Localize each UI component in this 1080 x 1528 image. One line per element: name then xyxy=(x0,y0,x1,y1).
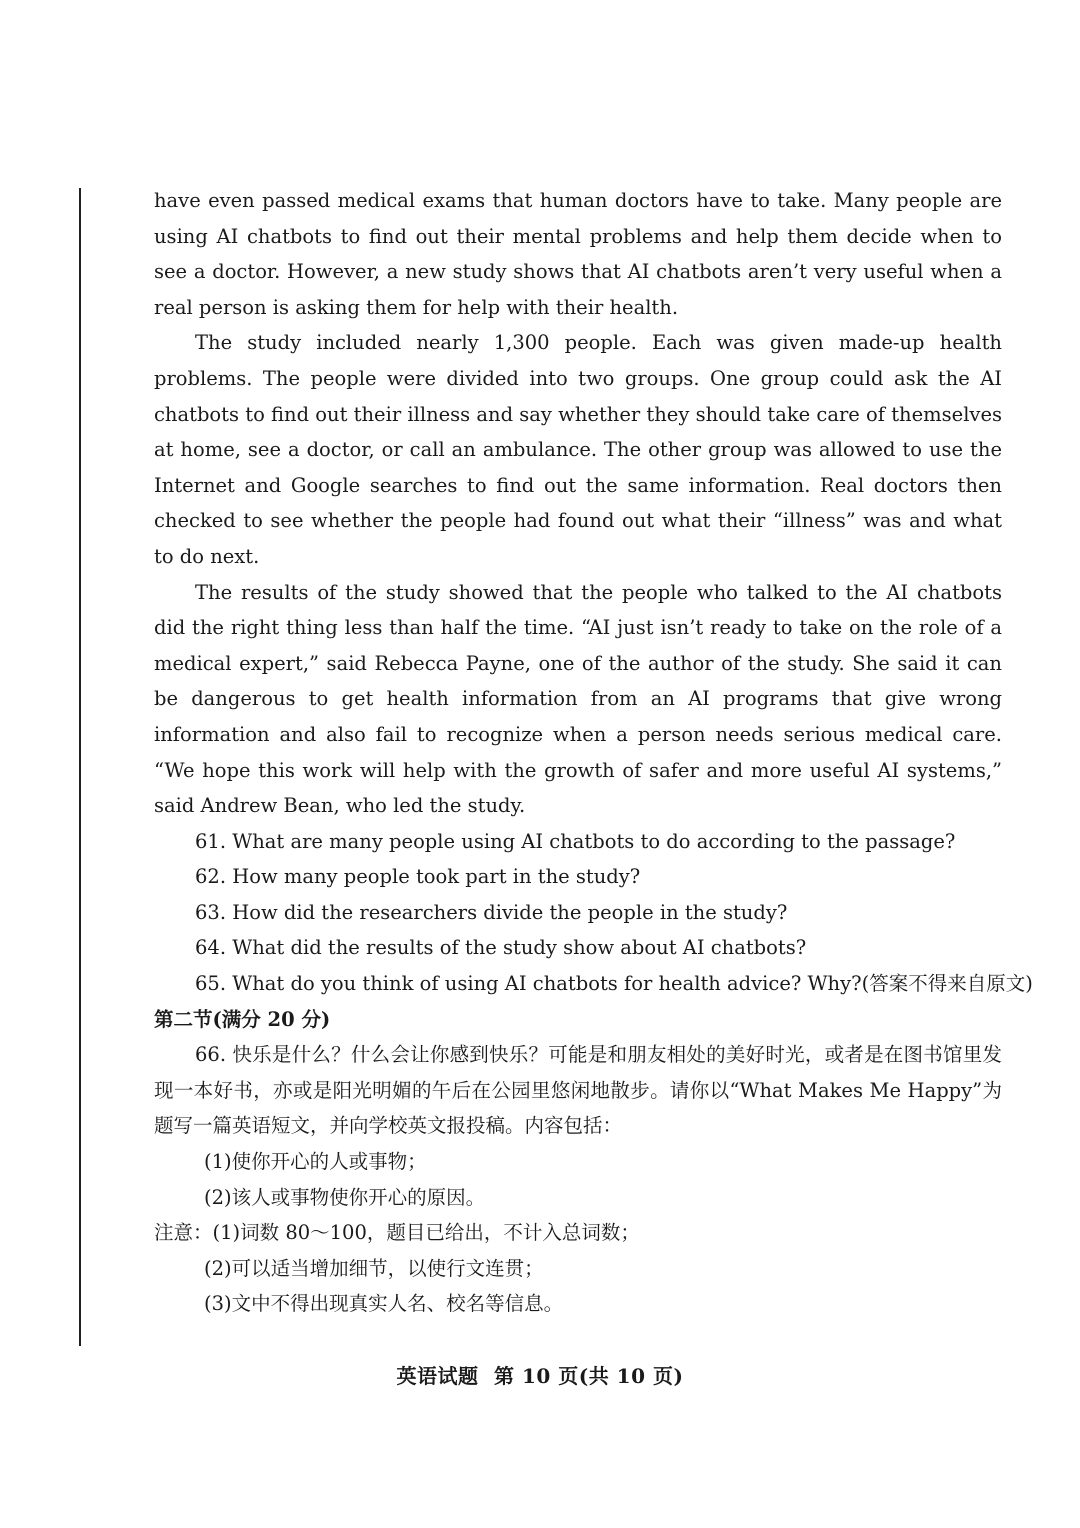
question-61: 61. What are many people using AI chatbots to do according to the passage? xyxy=(195,829,956,853)
writing-prompt: 66. 快乐是什么？什么会让你感到快乐？可能是和朋友相处的美好时光，或者是在图书馆里发现一本好书，亦或是阳光明媚的午后在公园里悠闲地散步。请你以“What Makes Me Happy”为题写一篇英语短文，并向学校英文报投稿。内容包括： xyxy=(154,1043,1002,1138)
section-2-title: 第二节(满分 20 分) xyxy=(154,1007,331,1031)
note-3: (3)文中不得出现真实人名、校名等信息。 xyxy=(204,1292,564,1316)
binding-margin-line xyxy=(79,188,81,1346)
passage-paragraph-2: The study included nearly 1,300 people. Each was given made-up health problems. The people were divided into two groups. One group could ask the AI chatbots to find out their illness and say whether they should take care of themselves at home, see a doctor, or call an ambulance. The other group was allowed to use the Internet and Google searches to find out the same information. Real doctors then checked to see whether the people had found out what their “illness” was and what to do next. xyxy=(154,331,1002,568)
question-65: 65. What do you think of using AI chatbots for health advice? Why?(答案不得来自原文) xyxy=(195,972,1033,996)
footer-subject: 英语试题 xyxy=(396,1364,479,1388)
passage-paragraph-1: have even passed medical exams that human doctors have to take. Many people are using AI chatbots to find out their mental problems and help them decide when to see a doctor. However, a new study shows that AI chatbots aren’t very useful when a real person is asking them for help with their health. xyxy=(154,189,1002,319)
note-1: 注意：(1)词数 80～100，题目已给出，不计入总词数； xyxy=(154,1221,640,1245)
question-64: 64. What did the results of the study show about AI chatbots? xyxy=(195,936,807,960)
question-63: 63. How did the researchers divide the people in the study? xyxy=(195,900,788,924)
content-item-2: (2)该人或事物使你开心的原因。 xyxy=(204,1185,486,1209)
question-62: 62. How many people took part in the study? xyxy=(195,865,641,889)
footer-page-number: 第 10 页(共 10 页) xyxy=(494,1364,684,1388)
passage-paragraph-3: The results of the study showed that the people who talked to the AI chatbots did the right thing less than half the time. “AI just isn’t ready to take on the role of a medical expert,” said Rebecca Payne, one of the author of the study. She said it can be dangerous to get health information from an AI programs that give wrong information and also fail to recognize when a person needs serious medical care. “We hope this work will help with the growth of safer and more useful AI systems,” said Andrew Bean, who led the study. xyxy=(154,580,1002,818)
content-item-1: (1)使你开心的人或事物； xyxy=(204,1150,427,1174)
page-footer xyxy=(0,1360,1080,1389)
exam-page-content xyxy=(154,183,1033,1322)
note-2: (2)可以适当增加细节，以使行文连贯； xyxy=(204,1256,544,1280)
